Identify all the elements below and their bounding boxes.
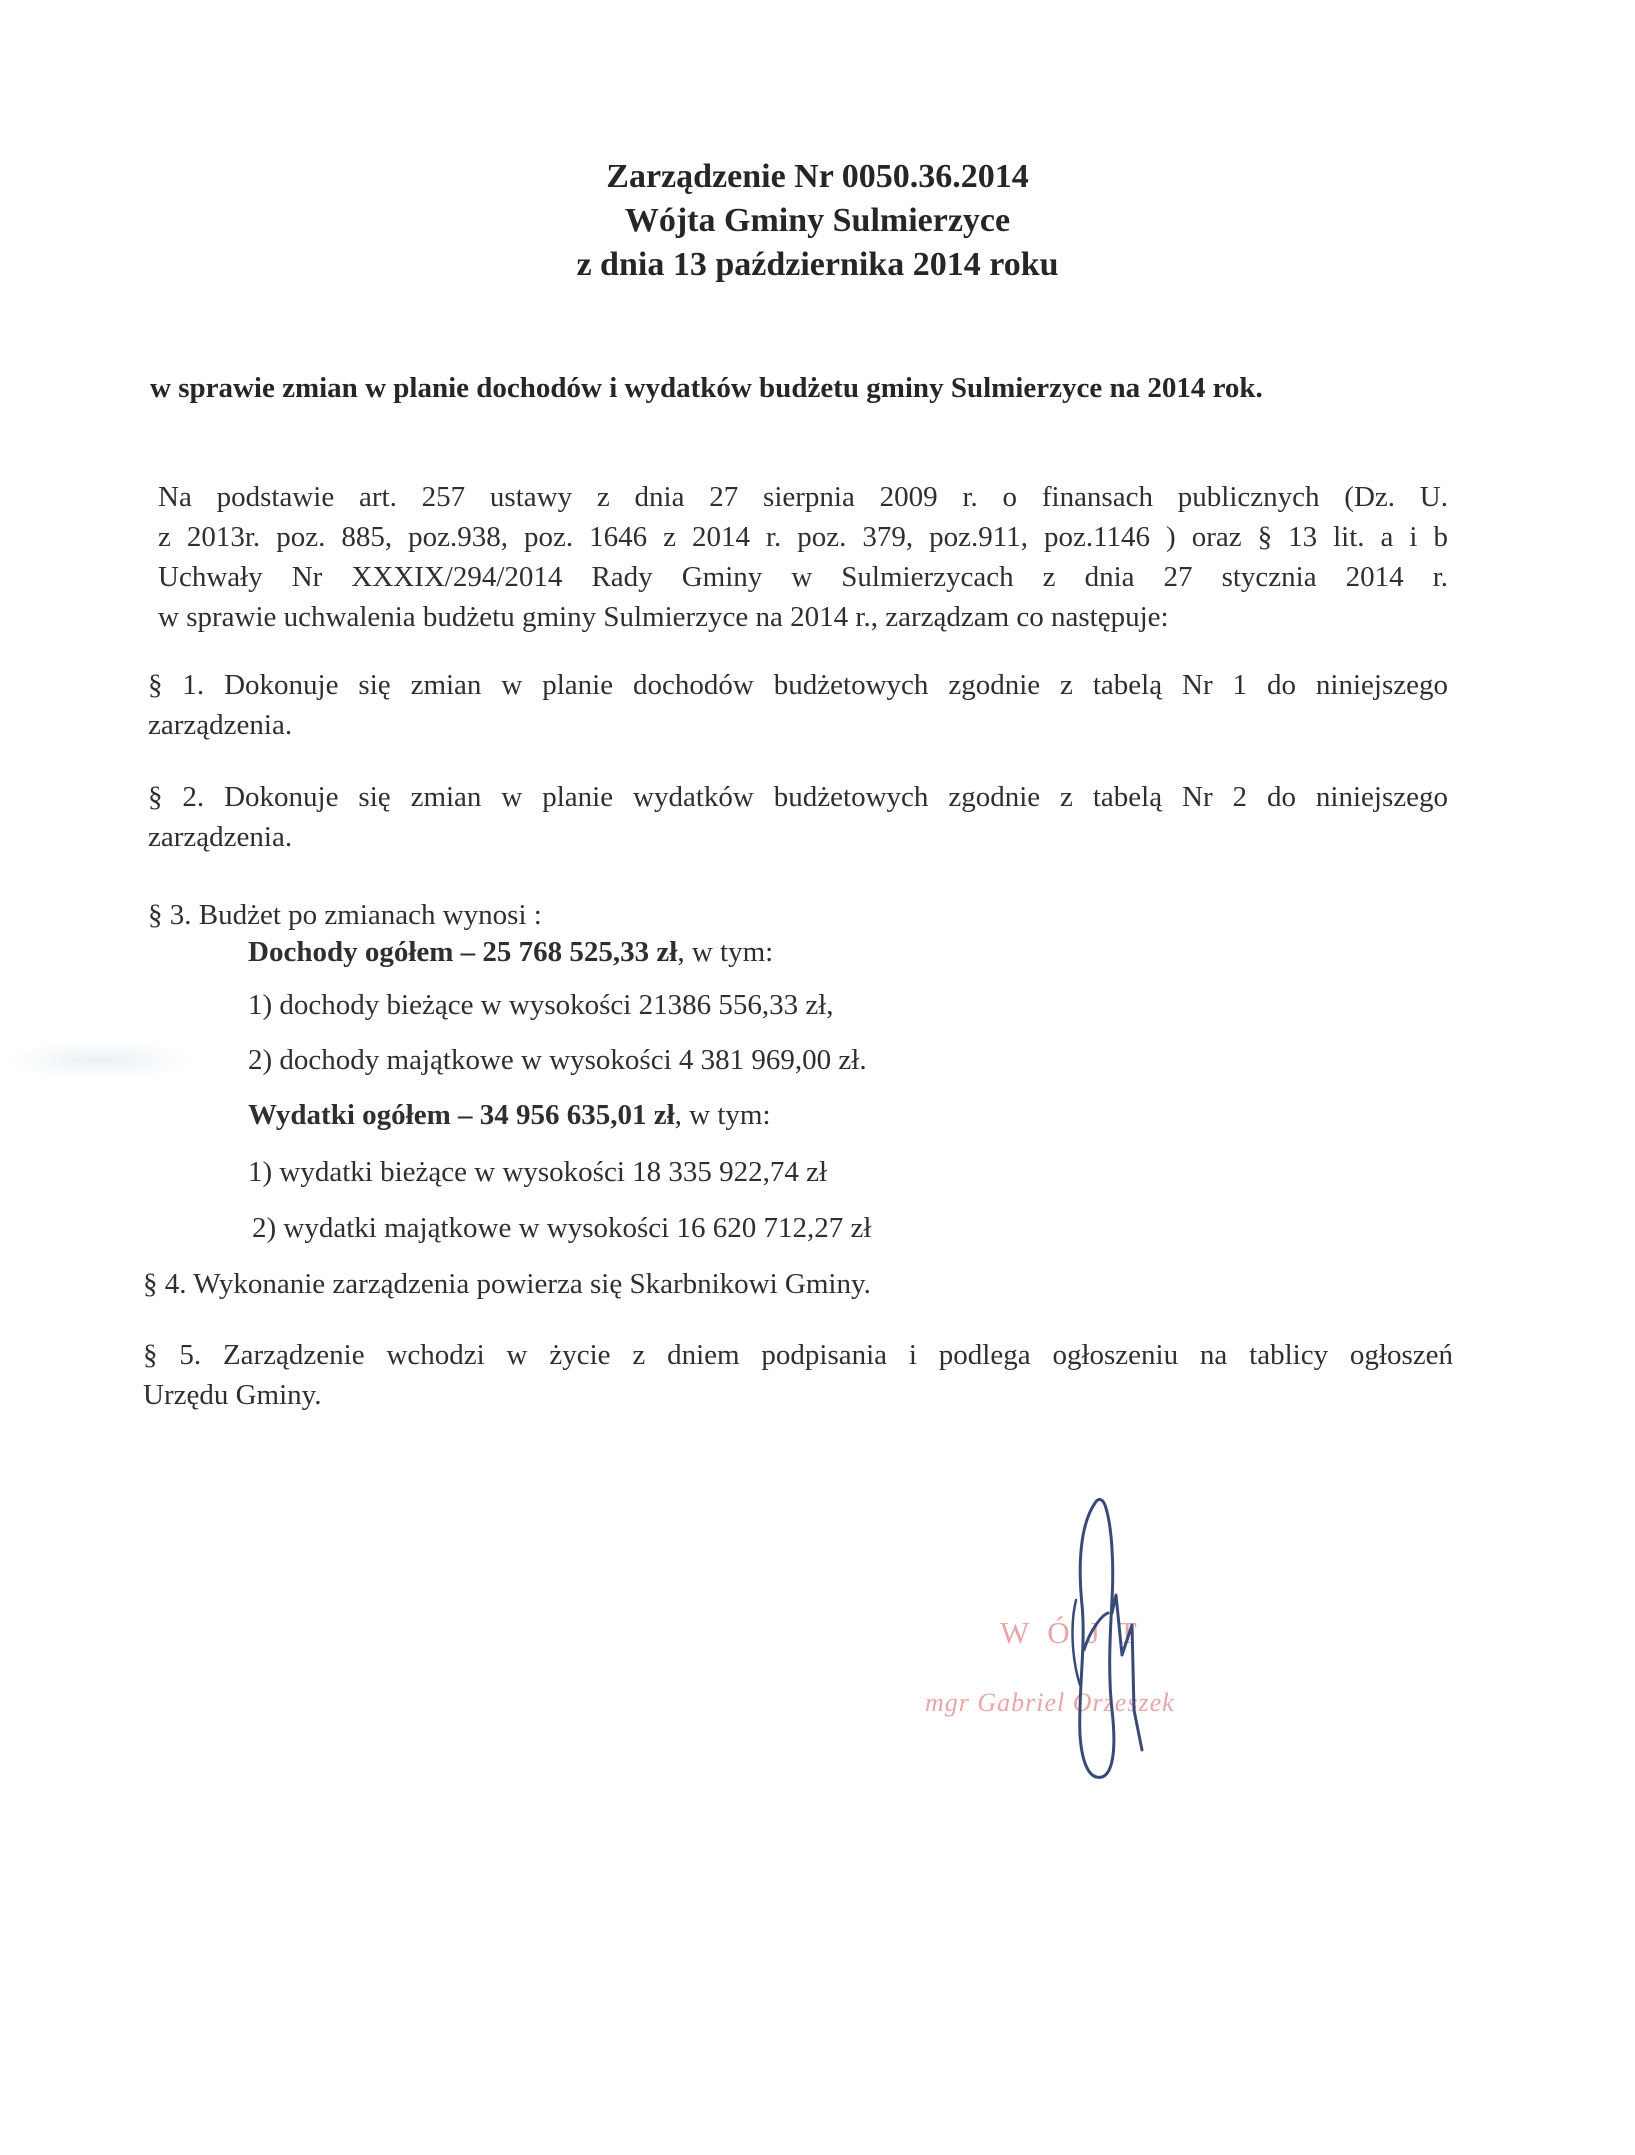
paragraph-3-intro: § 3. Budżet po zmianach wynosi : [148,899,542,931]
header-title: Zarządzenie Nr 0050.36.2014 [606,158,1029,195]
preamble [158,477,1448,637]
preamble-line: z 2013r. poz. 885, poz.938, poz. 1646 z 2014 r. poz. 379, poz.911, poz.1146 ) oraz § 13 lit. a i b [158,521,1448,553]
paragraph-2 [148,777,1448,857]
income-total-suffix: , w tym: [677,936,774,968]
expense-item-current: 1) wydatki bieżące w wysokości 18 335 922,74 zł [248,1156,828,1188]
expense-total [248,1095,771,1135]
document-subject: w sprawie zmian w planie dochodów i wydatków budżetu gminy Sulmierzyce na 2014 rok. [150,372,1263,404]
expense-total-suffix: , w tym: [674,1099,771,1131]
paragraph-4: § 4. Wykonanie zarządzenia powierza się Skarbnikowi Gminy. [143,1268,871,1300]
income-item-capital: 2) dochody majątkowe w wysokości 4 381 969,00 zł. [248,1044,867,1076]
preamble-line: Na podstawie art. 257 ustawy z dnia 27 sierpnia 2009 r. o finansach publicznych (Dz. U. [158,481,1448,513]
paragraph-2-line: zarządzenia. [148,821,293,853]
paragraph-1-line: zarządzenia. [148,709,293,741]
document-header [0,155,1635,287]
stamp-title: WÓJT [1000,1615,1155,1650]
paragraph-5-line: § 5. Zarządzenie wchodzi w życie z dniem podpisania i podlega ogłoszeniu na tablicy ogłoszeń [143,1339,1453,1371]
paragraph-2-line: § 2. Dokonuje się zmian w planie wydatków budżetowych zgodnie z tabelą Nr 2 do niniejszego [148,781,1448,813]
income-total-label: Dochody ogółem – 25 768 525,33 zł [248,936,678,968]
paragraph-5 [143,1335,1453,1415]
preamble-line: Uchwały Nr XXXIX/294/2014 Rady Gminy w Sulmierzycach z dnia 27 stycznia 2014 r. [158,561,1448,593]
expense-total-label: Wydatki ogółem – 34 956 635,01 zł [248,1099,675,1131]
handwritten-signature [1050,1495,1160,1785]
paragraph-1 [148,665,1448,745]
paragraph-5-line: Urzędu Gminy. [143,1379,322,1411]
header-issuer: Wójta Gminy Sulmierzyce [624,202,1011,239]
preamble-line: w sprawie uchwalenia budżetu gminy Sulmierzyce na 2014 r., zarządzam co następuje: [158,601,1169,633]
header-date: z dnia 13 października 2014 roku [576,246,1059,283]
expense-item-capital: 2) wydatki majątkowe w wysokości 16 620 712,27 zł [252,1212,872,1244]
income-item-current: 1) dochody bieżące w wysokości 21386 556,33 zł, [248,989,834,1021]
stamp-name: mgr Gabriel Orzeszek [925,1688,1175,1717]
scan-artifact [0,1040,200,1080]
income-total [248,932,773,972]
paragraph-1-line: § 1. Dokonuje się zmian w planie dochodów budżetowych zgodnie z tabelą Nr 1 do niniejszego [148,669,1448,701]
